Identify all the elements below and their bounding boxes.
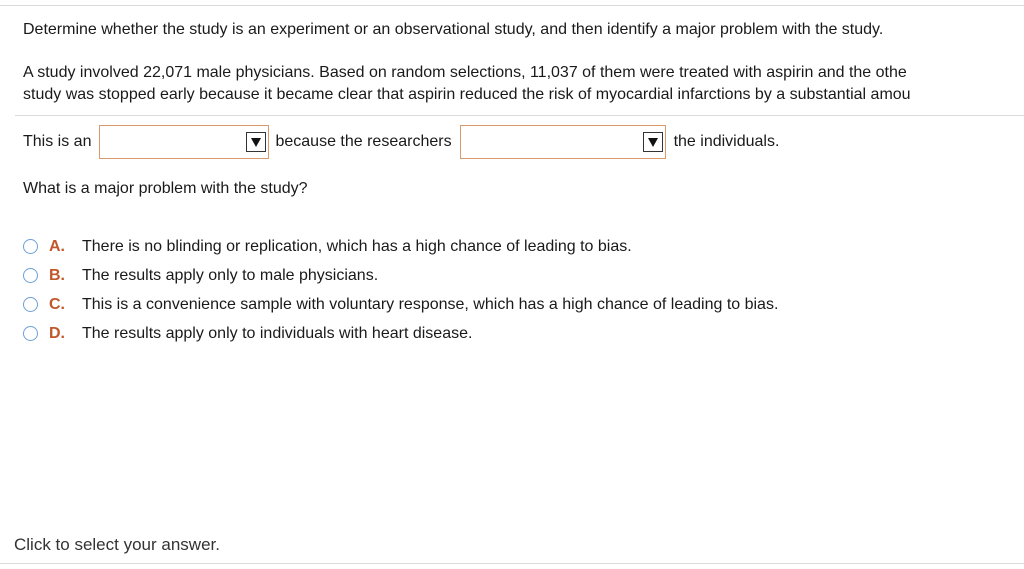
section-divider [15, 115, 1024, 116]
fill-in-sentence [23, 124, 779, 160]
fill-prefix-text: This is an [23, 133, 92, 150]
fill-suffix-text: the individuals. [673, 133, 780, 150]
option-b[interactable] [23, 261, 778, 290]
study-type-dropdown[interactable] [99, 125, 269, 159]
top-divider [0, 5, 1024, 6]
option-a[interactable] [23, 232, 778, 261]
question-text: What is a major problem with the study? [23, 180, 308, 197]
chevron-down-icon[interactable] [643, 132, 663, 152]
footer-divider [0, 563, 1024, 564]
stem-line-1: A study involved 22,071 male physicians. Based on random selections, 11,037 of them were treated with aspirin and the othe [23, 64, 907, 81]
problem-stem [23, 62, 1024, 106]
radio-button-c[interactable] [23, 297, 38, 312]
researcher-action-dropdown[interactable] [460, 125, 666, 159]
triangle-down-icon [647, 136, 659, 148]
option-letter-a: A. [49, 237, 65, 255]
chevron-down-icon[interactable] [246, 132, 266, 152]
option-text-d: The results apply only to individuals with heart disease. [82, 324, 473, 342]
option-c[interactable] [23, 290, 778, 319]
answer-options [23, 232, 778, 348]
stem-line-2: study was stopped early because it became clear that aspirin reduced the risk of myocardial infarctions by a substantial amou [23, 86, 911, 103]
option-letter-b: B. [49, 266, 65, 284]
triangle-down-icon [250, 136, 262, 148]
instructions-text: Determine whether the study is an experiment or an observational study, and then identify a major problem with the study. [23, 21, 884, 38]
radio-button-d[interactable] [23, 326, 38, 341]
footer-hint: Click to select your answer. [14, 535, 220, 554]
radio-button-b[interactable] [23, 268, 38, 283]
fill-middle-text: because the researchers [275, 133, 452, 150]
option-letter-d: D. [49, 324, 65, 342]
option-d[interactable] [23, 319, 778, 348]
radio-button-a[interactable] [23, 239, 38, 254]
option-text-b: The results apply only to male physicians. [82, 266, 379, 284]
option-text-a: There is no blinding or replication, which has a high chance of leading to bias. [82, 237, 632, 255]
option-text-c: This is a convenience sample with voluntary response, which has a high chance of leading to bias. [82, 295, 779, 313]
option-letter-c: C. [49, 295, 65, 313]
